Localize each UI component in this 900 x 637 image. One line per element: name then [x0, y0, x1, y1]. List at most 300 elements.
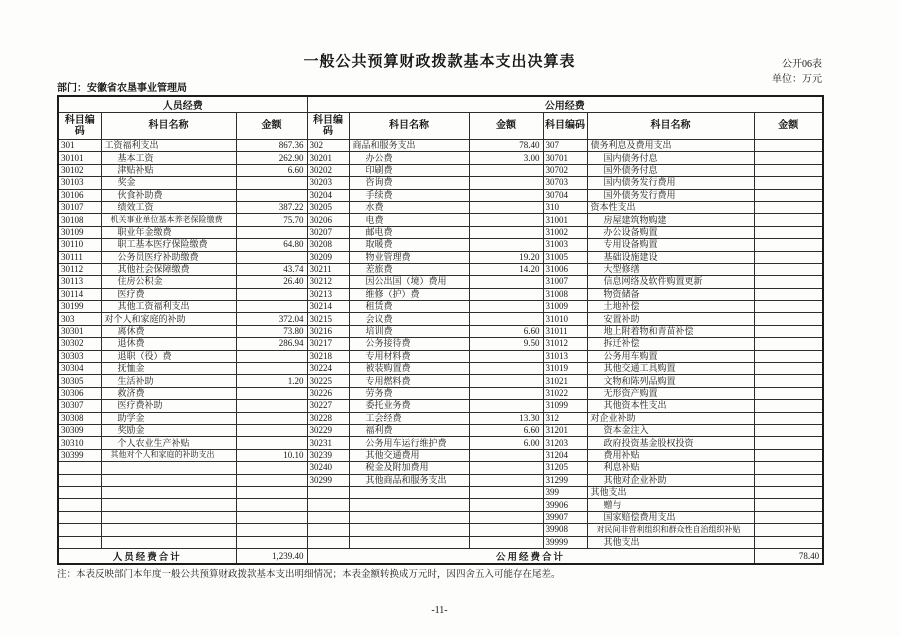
subject-code-cell: 30208 — [307, 239, 349, 251]
subject-code-cell: 303 — [58, 313, 101, 325]
subject-code-cell: 302 — [307, 140, 349, 152]
subject-code-cell: 31019 — [543, 363, 587, 375]
table-row — [58, 412, 823, 424]
subject-code-cell: 30307 — [58, 400, 101, 412]
subject-code-cell: 30103 — [58, 177, 101, 189]
subject-code-cell: 30106 — [58, 189, 101, 201]
amount-cell — [469, 375, 543, 387]
table-row — [58, 363, 823, 375]
table-row — [58, 263, 823, 275]
subject-code-cell — [58, 536, 101, 548]
subject-name-cell: 邮电费 — [349, 226, 469, 238]
subject-name-cell: 资本金注入 — [587, 424, 754, 436]
amount-cell — [236, 288, 307, 300]
subject-name-cell — [101, 499, 236, 511]
amount-cell — [754, 474, 823, 486]
subject-name-cell: 伙食补助费 — [101, 189, 236, 201]
subject-code-cell: 30399 — [58, 449, 101, 461]
table-row — [58, 214, 823, 226]
amount-cell — [754, 288, 823, 300]
subject-code-cell: 30304 — [58, 363, 101, 375]
amount-cell: 19.20 — [469, 251, 543, 263]
subject-name-cell: 助学金 — [101, 412, 236, 424]
subject-code-cell — [307, 524, 349, 536]
subject-name-cell: 住房公积金 — [101, 276, 236, 288]
subject-name-cell: 取暖费 — [349, 239, 469, 251]
amount-cell — [754, 214, 823, 226]
subject-code-cell: 30227 — [307, 400, 349, 412]
subject-code-cell: 30114 — [58, 288, 101, 300]
table-row — [58, 288, 823, 300]
subject-name-cell: 其他支出 — [587, 536, 754, 548]
subject-name-cell — [101, 524, 236, 536]
amount-cell: 26.40 — [236, 276, 307, 288]
amount-cell — [754, 325, 823, 337]
subject-code-cell: 30209 — [307, 251, 349, 263]
amount-cell — [236, 474, 307, 486]
subject-code-cell — [58, 524, 101, 536]
subject-name-cell: 物业管理费 — [349, 251, 469, 263]
subject-code-cell: 30216 — [307, 325, 349, 337]
subject-name-cell: 对民间非营利组织和群众性自治组织补贴 — [587, 524, 754, 536]
amount-cell — [754, 363, 823, 375]
amount-cell — [754, 536, 823, 548]
amount-cell: 6.00 — [469, 437, 543, 449]
amount-cell: 43.74 — [236, 263, 307, 275]
amount-cell — [754, 201, 823, 213]
subject-code-cell: 31201 — [543, 424, 587, 436]
amount-cell — [469, 462, 543, 474]
subject-code-cell: 399 — [543, 486, 587, 498]
amount-cell: 9.50 — [469, 338, 543, 350]
amount-cell: 13.30 — [469, 412, 543, 424]
totals-row — [58, 548, 823, 564]
public-total-amount: 78.40 — [754, 548, 823, 564]
subject-name-cell: 办公设备购置 — [587, 226, 754, 238]
amount-cell — [236, 437, 307, 449]
amount-cell — [754, 263, 823, 275]
amount-cell — [754, 511, 823, 523]
amount-cell — [236, 536, 307, 548]
subject-code-cell: 31009 — [543, 301, 587, 313]
subject-name-cell: 绩效工资 — [101, 201, 236, 213]
subject-code-cell: 30205 — [307, 201, 349, 213]
form-code: 公开06表 — [782, 59, 822, 70]
subject-name-cell: 税金及附加费用 — [349, 462, 469, 474]
amount-cell — [469, 511, 543, 523]
subject-code-cell — [307, 499, 349, 511]
unit-label: 单位：万元 — [772, 73, 822, 85]
subject-code-cell: 30101 — [58, 152, 101, 164]
subject-name-cell: 培训费 — [349, 325, 469, 337]
subject-code-cell: 30308 — [58, 412, 101, 424]
amount-cell: 387.22 — [236, 201, 307, 213]
subject-code-cell — [58, 462, 101, 474]
table-row — [58, 313, 823, 325]
table-row — [58, 189, 823, 201]
subject-name-cell — [349, 511, 469, 523]
subject-name-cell: 其他对个人和家庭的补助支出 — [101, 449, 236, 461]
subject-name-cell: 政府投资基金股权投资 — [587, 437, 754, 449]
subject-code-cell: 30206 — [307, 214, 349, 226]
subject-code-cell: 30112 — [58, 263, 101, 275]
subject-code-cell: 30202 — [307, 164, 349, 176]
subject-code-cell — [307, 511, 349, 523]
amount-cell — [469, 201, 543, 213]
amount-cell — [754, 140, 823, 152]
subject-name-cell: 国外债务付息 — [587, 164, 754, 176]
subject-code-cell: 31299 — [543, 474, 587, 486]
subject-code-cell: 30102 — [58, 164, 101, 176]
amount-cell — [469, 226, 543, 238]
subject-name-cell: 国内债务发行费用 — [587, 177, 754, 189]
amount-cell — [754, 313, 823, 325]
subject-name-cell: 公务用车运行维护费 — [349, 437, 469, 449]
subject-name-cell: 专用材料费 — [349, 350, 469, 362]
subject-code-cell: 31003 — [543, 239, 587, 251]
subject-name-cell: 地上附着物和青苗补偿 — [587, 325, 754, 337]
subject-name-cell: 国家赔偿费用支出 — [587, 511, 754, 523]
subject-code-cell: 30201 — [307, 152, 349, 164]
table-row — [58, 400, 823, 412]
subject-code-cell: 30111 — [58, 251, 101, 263]
amount-cell — [236, 226, 307, 238]
table-row — [58, 536, 823, 548]
subject-name-cell: 工资福利支出 — [101, 140, 236, 152]
group-header-public: 公用经费 — [307, 96, 823, 113]
subject-name-cell: 其他交通费用 — [349, 449, 469, 461]
subject-code-cell: 30109 — [58, 226, 101, 238]
subject-code-cell: 30113 — [58, 276, 101, 288]
subject-name-cell: 赠与 — [587, 499, 754, 511]
col-header-amount: 金额 — [469, 113, 543, 140]
subject-code-cell: 31021 — [543, 375, 587, 387]
table-row — [58, 437, 823, 449]
table-row — [58, 375, 823, 387]
amount-cell — [754, 437, 823, 449]
amount-cell — [754, 189, 823, 201]
form-meta — [772, 58, 822, 87]
subject-code-cell: 31002 — [543, 226, 587, 238]
column-header-row — [58, 113, 823, 140]
amount-cell — [754, 152, 823, 164]
subject-code-cell: 31203 — [543, 437, 587, 449]
subject-code-cell — [307, 536, 349, 548]
amount-cell — [754, 412, 823, 424]
department-label: 部门：安徽省农垦事业管理局 — [57, 83, 187, 94]
subject-code-cell: 30309 — [58, 424, 101, 436]
subject-code-cell — [58, 486, 101, 498]
subject-name-cell: 机关事业单位基本养老保险缴费 — [101, 214, 236, 226]
table-row — [58, 164, 823, 176]
amount-cell — [469, 301, 543, 313]
subject-code-cell: 31010 — [543, 313, 587, 325]
subject-name-cell: 医疗费补助 — [101, 400, 236, 412]
table-row — [58, 424, 823, 436]
subject-code-cell: 31006 — [543, 263, 587, 275]
amount-cell — [754, 387, 823, 399]
subject-name-cell — [101, 462, 236, 474]
subject-code-cell: 39906 — [543, 499, 587, 511]
table-row — [58, 511, 823, 523]
subject-name-cell: 离休费 — [101, 325, 236, 337]
subject-name-cell: 生活补助 — [101, 375, 236, 387]
public-total-label: 公用经费合计 — [307, 548, 754, 564]
subject-code-cell: 301 — [58, 140, 101, 152]
amount-cell: 1.20 — [236, 375, 307, 387]
subject-code-cell: 30306 — [58, 387, 101, 399]
subject-name-cell: 利息补贴 — [587, 462, 754, 474]
subject-name-cell: 福利费 — [349, 424, 469, 436]
subject-code-cell: 30303 — [58, 350, 101, 362]
amount-cell: 262.90 — [236, 152, 307, 164]
subject-name-cell: 委托业务费 — [349, 400, 469, 412]
amount-cell — [754, 499, 823, 511]
subject-code-cell: 30224 — [307, 363, 349, 375]
amount-cell: 10.10 — [236, 449, 307, 461]
subject-name-cell: 国内债务付息 — [587, 152, 754, 164]
subject-code-cell — [58, 499, 101, 511]
amount-cell — [754, 301, 823, 313]
subject-code-cell: 30302 — [58, 338, 101, 350]
subject-code-cell: 30214 — [307, 301, 349, 313]
subject-code-cell: 307 — [543, 140, 587, 152]
subject-name-cell: 信息网络及软件购置更新 — [587, 276, 754, 288]
table-row — [58, 486, 823, 498]
subject-name-cell: 专用设备购置 — [587, 239, 754, 251]
subject-code-cell: 31204 — [543, 449, 587, 461]
amount-cell — [469, 499, 543, 511]
subject-name-cell: 资本性支出 — [587, 201, 754, 213]
subject-code-cell: 31008 — [543, 288, 587, 300]
subject-name-cell: 奖金 — [101, 177, 236, 189]
amount-cell: 6.60 — [236, 164, 307, 176]
subject-name-cell: 文物和陈列品购置 — [587, 375, 754, 387]
subject-code-cell: 30228 — [307, 412, 349, 424]
subject-code-cell: 30204 — [307, 189, 349, 201]
amount-cell — [236, 486, 307, 498]
subject-code-cell: 30701 — [543, 152, 587, 164]
subject-name-cell: 电费 — [349, 214, 469, 226]
subject-code-cell — [58, 511, 101, 523]
amount-cell — [469, 313, 543, 325]
subject-name-cell: 退职（役）费 — [101, 350, 236, 362]
amount-cell — [754, 338, 823, 350]
amount-cell — [754, 524, 823, 536]
subject-code-cell: 30218 — [307, 350, 349, 362]
col-header-name: 科目名称 — [587, 113, 754, 140]
group-header-row — [58, 96, 823, 113]
subject-name-cell — [101, 474, 236, 486]
subject-name-cell: 咨询费 — [349, 177, 469, 189]
subject-name-cell: 被装购置费 — [349, 363, 469, 375]
table-row — [58, 387, 823, 399]
subject-code-cell — [307, 486, 349, 498]
subject-name-cell: 差旅费 — [349, 263, 469, 275]
amount-cell — [236, 251, 307, 263]
subject-name-cell: 公务员医疗补助缴费 — [101, 251, 236, 263]
subject-code-cell: 30299 — [307, 474, 349, 486]
subject-name-cell: 债务利息及费用支出 — [587, 140, 754, 152]
subject-name-cell — [101, 536, 236, 548]
subject-name-cell: 其他社会保障缴费 — [101, 263, 236, 275]
group-header-personnel: 人员经费 — [58, 96, 307, 113]
subject-code-cell: 31007 — [543, 276, 587, 288]
subject-name-cell: 基本工资 — [101, 152, 236, 164]
table-body — [58, 140, 823, 549]
amount-cell: 64.80 — [236, 239, 307, 251]
subject-name-cell: 职工基本医疗保险缴费 — [101, 239, 236, 251]
amount-cell: 75.70 — [236, 214, 307, 226]
amount-cell — [236, 177, 307, 189]
subject-code-cell: 30305 — [58, 375, 101, 387]
amount-cell — [469, 387, 543, 399]
table-row — [58, 276, 823, 288]
subject-code-cell: 31011 — [543, 325, 587, 337]
page-number: -11- — [431, 605, 448, 616]
subject-name-cell: 维修（护）费 — [349, 288, 469, 300]
table-row — [58, 251, 823, 263]
amount-cell: 78.40 — [469, 140, 543, 152]
subject-code-cell: 31099 — [543, 400, 587, 412]
amount-cell — [754, 486, 823, 498]
subject-name-cell: 水费 — [349, 201, 469, 213]
subject-name-cell: 基础设施建设 — [587, 251, 754, 263]
subject-code-cell: 30704 — [543, 189, 587, 201]
table-row — [58, 239, 823, 251]
subject-code-cell: 30310 — [58, 437, 101, 449]
amount-cell: 867.36 — [236, 140, 307, 152]
col-header-code: 科目编码 — [58, 113, 101, 140]
subject-code-cell: 30240 — [307, 462, 349, 474]
subject-name-cell: 对企业补助 — [587, 412, 754, 424]
amount-cell — [754, 239, 823, 251]
amount-cell — [236, 424, 307, 436]
amount-cell — [469, 536, 543, 548]
subject-name-cell: 商品和服务支出 — [349, 140, 469, 152]
subject-code-cell: 30108 — [58, 214, 101, 226]
amount-cell — [469, 177, 543, 189]
amount-cell — [754, 400, 823, 412]
subject-name-cell: 因公出国（境）费用 — [349, 276, 469, 288]
amount-cell — [236, 462, 307, 474]
amount-cell — [236, 387, 307, 399]
personnel-total-label: 人员经费合计 — [58, 548, 236, 564]
table-row — [58, 201, 823, 213]
subject-name-cell — [349, 499, 469, 511]
amount-cell — [236, 511, 307, 523]
amount-cell — [754, 462, 823, 474]
amount-cell — [469, 524, 543, 536]
amount-cell — [469, 214, 543, 226]
table-row — [58, 140, 823, 152]
subject-name-cell: 公务接待费 — [349, 338, 469, 350]
subject-name-cell: 抚恤金 — [101, 363, 236, 375]
amount-cell — [469, 164, 543, 176]
amount-cell — [754, 164, 823, 176]
amount-cell: 73.80 — [236, 325, 307, 337]
subject-name-cell: 其他资本性支出 — [587, 400, 754, 412]
subject-code-cell: 30239 — [307, 449, 349, 461]
col-header-amount: 金额 — [236, 113, 307, 140]
subject-name-cell: 手续费 — [349, 189, 469, 201]
amount-cell — [236, 412, 307, 424]
amount-cell: 372.04 — [236, 313, 307, 325]
amount-cell — [469, 350, 543, 362]
table-row — [58, 474, 823, 486]
subject-code-cell: 30229 — [307, 424, 349, 436]
subject-name-cell: 工会经费 — [349, 412, 469, 424]
amount-cell: 3.00 — [469, 152, 543, 164]
amount-cell — [754, 177, 823, 189]
col-header-name: 科目名称 — [101, 113, 236, 140]
amount-cell — [469, 276, 543, 288]
subject-code-cell: 31205 — [543, 462, 587, 474]
subject-code-cell: 30107 — [58, 201, 101, 213]
subject-code-cell: 31022 — [543, 387, 587, 399]
table-row — [58, 350, 823, 362]
subject-name-cell: 专用燃料费 — [349, 375, 469, 387]
subject-name-cell: 租赁费 — [349, 301, 469, 313]
subject-name-cell: 国外债务发行费用 — [587, 189, 754, 201]
subject-name-cell: 房屋建筑物购建 — [587, 214, 754, 226]
amount-cell — [236, 400, 307, 412]
subject-name-cell: 奖励金 — [101, 424, 236, 436]
amount-cell — [469, 449, 543, 461]
subject-name-cell: 拆迁补偿 — [587, 338, 754, 350]
amount-cell — [236, 350, 307, 362]
subject-name-cell: 其他支出 — [587, 486, 754, 498]
subject-name-cell — [349, 524, 469, 536]
subject-name-cell — [101, 486, 236, 498]
subject-name-cell: 其他工资福利支出 — [101, 301, 236, 313]
col-header-name: 科目名称 — [349, 113, 469, 140]
subject-name-cell — [349, 486, 469, 498]
subject-code-cell — [58, 474, 101, 486]
amount-cell: 14.20 — [469, 263, 543, 275]
subject-code-cell: 30703 — [543, 177, 587, 189]
amount-cell — [754, 424, 823, 436]
col-header-code: 科目编码 — [307, 113, 349, 140]
table-row — [58, 325, 823, 337]
expenditure-table — [57, 95, 824, 565]
amount-cell — [469, 239, 543, 251]
amount-cell — [236, 363, 307, 375]
subject-name-cell — [101, 511, 236, 523]
subject-code-cell: 31001 — [543, 214, 587, 226]
table-row — [58, 177, 823, 189]
table-row — [58, 524, 823, 536]
subject-name-cell: 公务用车购置 — [587, 350, 754, 362]
subject-name-cell: 印刷费 — [349, 164, 469, 176]
subject-code-cell: 30207 — [307, 226, 349, 238]
subject-name-cell: 土地补偿 — [587, 301, 754, 313]
amount-cell — [236, 499, 307, 511]
subject-code-cell: 312 — [543, 412, 587, 424]
subject-code-cell: 30702 — [543, 164, 587, 176]
amount-cell — [469, 189, 543, 201]
footnote: 注：本表反映部门本年度一般公共预算财政拨款基本支出明细情况；本表金额转换成万元时，因四舍五入可能存在尾差。 — [57, 570, 561, 580]
subject-name-cell: 办公费 — [349, 152, 469, 164]
subject-code-cell: 39908 — [543, 524, 587, 536]
subject-code-cell: 30226 — [307, 387, 349, 399]
amount-cell: 6.60 — [469, 424, 543, 436]
table-row — [58, 152, 823, 164]
amount-cell — [236, 301, 307, 313]
subject-name-cell: 医疗费 — [101, 288, 236, 300]
subject-code-cell: 30217 — [307, 338, 349, 350]
col-header-amount: 金额 — [754, 113, 823, 140]
